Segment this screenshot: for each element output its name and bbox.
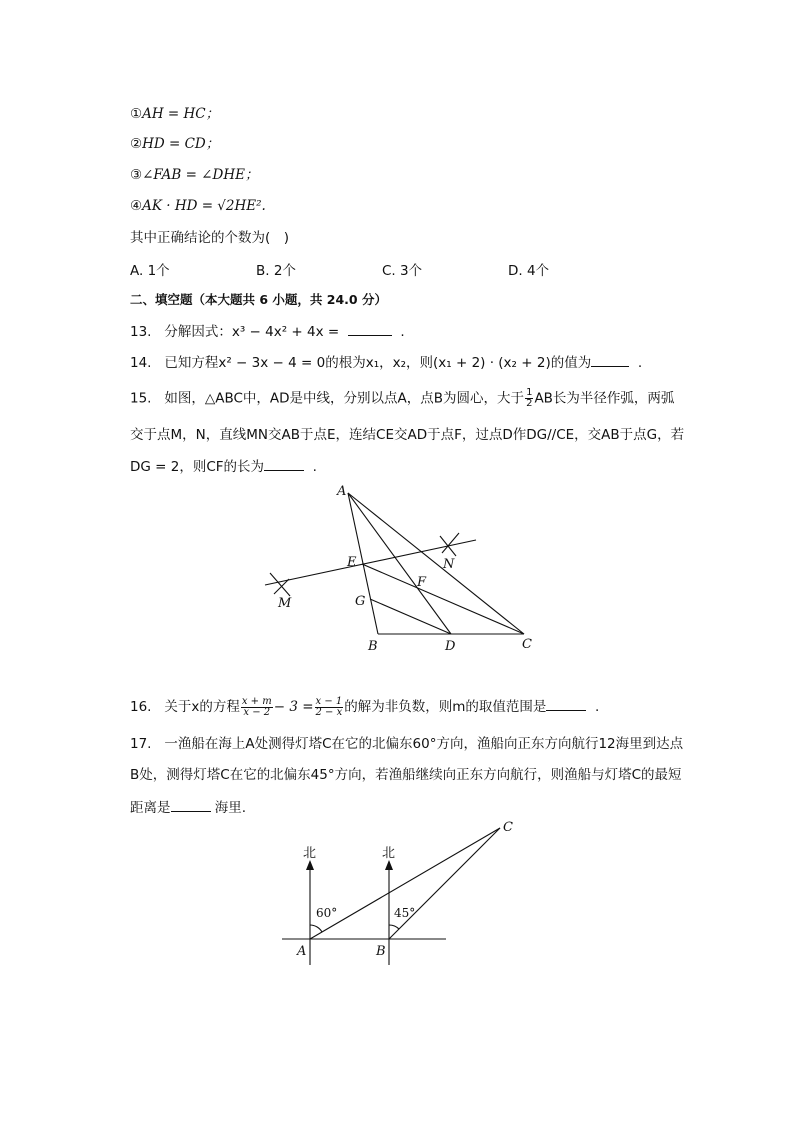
label-d: D bbox=[445, 639, 456, 654]
option-text: 2个 bbox=[273, 263, 296, 279]
label-e: E bbox=[347, 555, 357, 570]
north-label-a: 北 bbox=[303, 846, 317, 861]
angle-arc-b bbox=[389, 925, 399, 929]
statement-mark: ③ bbox=[130, 167, 143, 183]
question-number: 13. bbox=[130, 324, 152, 340]
angle-arc-a bbox=[310, 925, 322, 932]
label-n: N bbox=[443, 557, 455, 572]
question-end: . bbox=[595, 699, 600, 715]
fraction-2 bbox=[315, 697, 344, 718]
option-label: B. bbox=[256, 263, 270, 279]
question-text: 分解因式：x³ − 4x² + 4x = bbox=[164, 324, 340, 340]
question-text: AB长为半径作弧，两弧 bbox=[534, 390, 675, 407]
label-c: C bbox=[522, 637, 532, 652]
statement-text: ∠FAB = ∠DHE； bbox=[142, 167, 259, 183]
fraction-numerator: 1 bbox=[526, 387, 533, 398]
question-end: . bbox=[312, 459, 317, 475]
question-end: . bbox=[637, 355, 643, 371]
statement-text: AK · HD = √2HE². bbox=[142, 198, 266, 214]
question-text: 的解为非负数，则m的取值范围是 bbox=[344, 699, 547, 715]
option-text: 3个 bbox=[400, 263, 423, 279]
statement-mark: ④ bbox=[130, 198, 143, 214]
north-arrow-a bbox=[306, 860, 314, 870]
question-number: 17. bbox=[130, 736, 152, 752]
question-17-line3 bbox=[130, 797, 246, 818]
answer-blank[interactable] bbox=[546, 696, 586, 711]
option-label: D. bbox=[508, 263, 523, 279]
angle-label-45: 45° bbox=[394, 906, 416, 920]
answer-blank[interactable] bbox=[171, 797, 211, 812]
arc-mark-m1 bbox=[270, 573, 290, 596]
fraction-denominator: 2 bbox=[526, 398, 533, 409]
question-17-line2: B处，测得灯塔C在它的北偏东45°方向，若渔船继续向正东方向航行，则渔船与灯塔C的最短 bbox=[130, 767, 682, 783]
angle-label-60: 60° bbox=[316, 906, 338, 920]
question-text: − 3 = bbox=[273, 699, 314, 715]
option-text: 1个 bbox=[147, 263, 170, 279]
north-arrow-b bbox=[385, 860, 393, 870]
question-text: 已知方程x² − 3x − 4 = 0的根为x₁，x₂，则(x₁ + 2) · (x₂ + 2)的值为 bbox=[164, 355, 592, 371]
statement-mark: ① bbox=[130, 106, 143, 122]
label-f: F bbox=[417, 575, 427, 590]
question-16 bbox=[130, 696, 599, 718]
question-number: 15. bbox=[130, 390, 152, 407]
question-text: 如图，△ABC中，AD是中线，分别以点A，点B为圆心，大于 bbox=[164, 390, 525, 407]
fraction-denominator: x − 2 bbox=[243, 706, 271, 718]
statement-text: AH = HC； bbox=[142, 106, 220, 122]
fraction-numerator: x − 1 bbox=[315, 695, 343, 707]
label-b-17: B bbox=[376, 944, 386, 959]
question-text: 海里. bbox=[214, 800, 247, 816]
statement-mark: ② bbox=[130, 136, 143, 152]
north-label-b: 北 bbox=[382, 846, 396, 861]
question-17-line1 bbox=[130, 734, 683, 754]
label-b: B bbox=[368, 639, 378, 654]
question-prompt: 其中正确结论的个数为( ) bbox=[130, 230, 290, 246]
fraction-denominator: 2 − x bbox=[315, 706, 343, 718]
question-text: DG = 2，则CF的长为 bbox=[130, 459, 265, 475]
section-title: 二、填空题（本大题共 6 小题，共 24.0 分） bbox=[130, 292, 387, 307]
label-a: A bbox=[337, 484, 347, 499]
option-label: A. bbox=[130, 263, 144, 279]
fraction-numerator: x + m bbox=[241, 695, 272, 707]
question-text: 一渔船在海上A处测得灯塔C在它的北偏东60°方向，渔船向正东方向航行12海里到达点 bbox=[164, 736, 684, 752]
label-g: G bbox=[355, 594, 366, 609]
question-end: . bbox=[400, 324, 405, 340]
question-text: 距离是 bbox=[130, 800, 171, 816]
option-text: 4个 bbox=[526, 263, 550, 279]
fraction-1 bbox=[241, 697, 273, 718]
question-number: 16. bbox=[130, 699, 152, 715]
question-15-line2: 交于点M，N，直线MN交AB于点E，连结CE交AD于点F，过点D作DG//CE，交AB于点G，若 bbox=[130, 427, 685, 443]
label-m: M bbox=[278, 596, 292, 611]
label-c-17: C bbox=[503, 820, 513, 835]
statement-text: HD = CD； bbox=[142, 136, 220, 152]
question-text: 关于x的方程 bbox=[164, 699, 240, 715]
option-label: C. bbox=[382, 263, 396, 279]
label-a-17: A bbox=[297, 944, 307, 959]
question-number: 14. bbox=[130, 355, 152, 371]
